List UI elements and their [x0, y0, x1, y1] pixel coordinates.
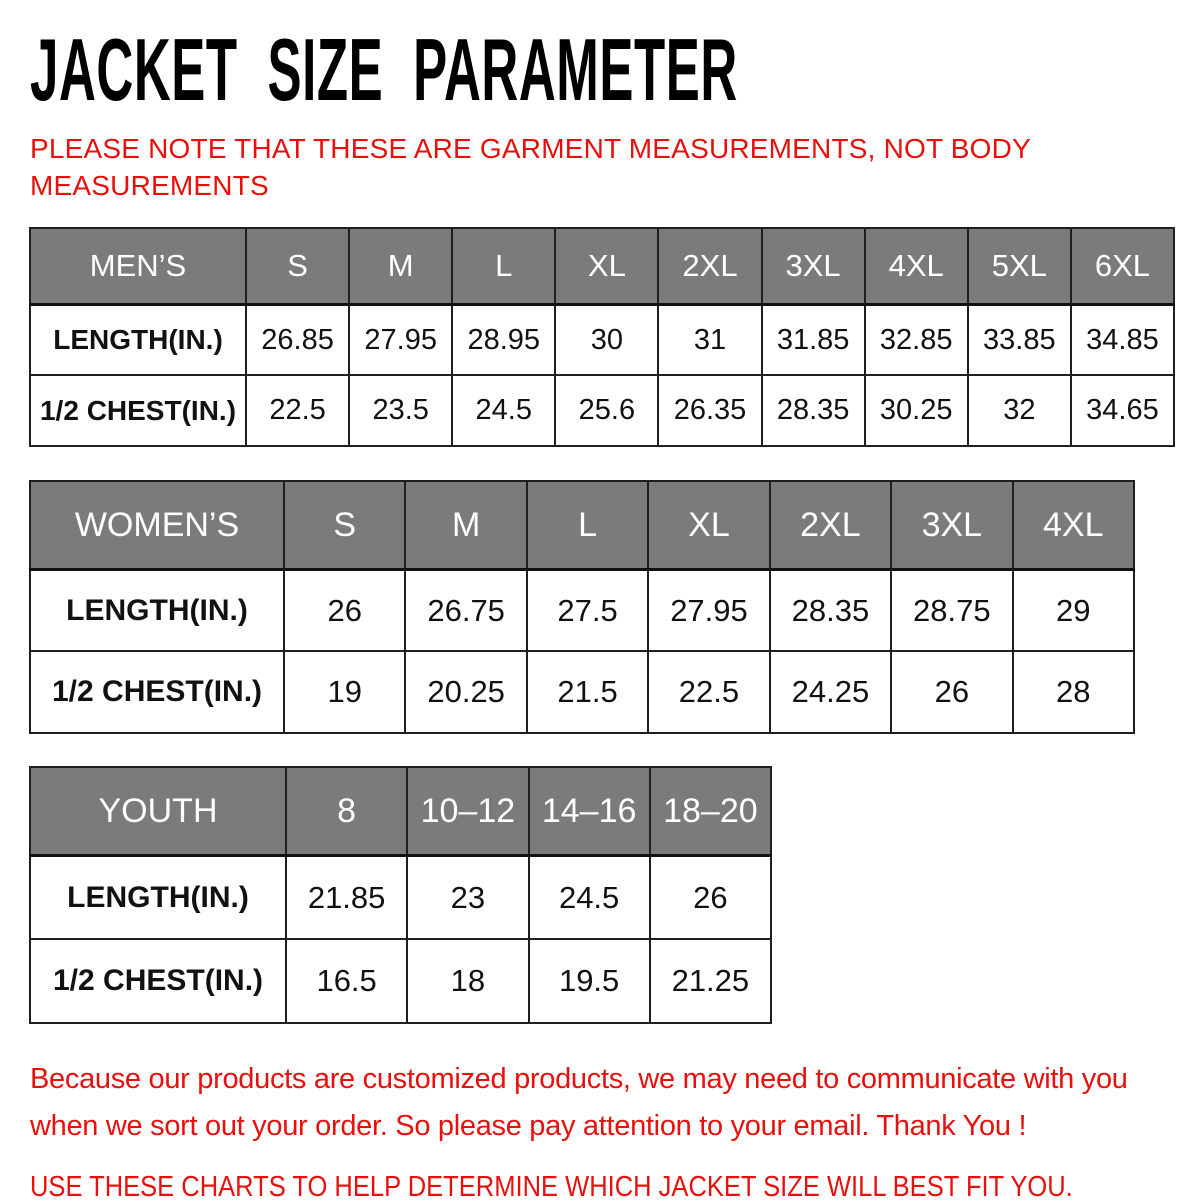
value-cell: 27.95	[648, 569, 769, 651]
value-cell: 26.85	[246, 304, 349, 375]
value-cell: 30.25	[865, 375, 968, 446]
usage-instruction: USE THESE CHARTS TO HELP DETERMINE WHICH JACKET SIZE WILL BEST FIT YOU.	[30, 1171, 1073, 1200]
measurement-row	[30, 569, 1134, 651]
size-table-womens	[29, 480, 1135, 734]
value-cell: 22.5	[648, 651, 769, 733]
size-header-cell: 2XL	[658, 228, 761, 304]
value-cell: 26	[891, 651, 1012, 733]
value-cell: 31.85	[762, 304, 865, 375]
size-header-cell: S	[284, 481, 405, 569]
value-cell: 21.25	[650, 939, 771, 1023]
size-tables	[0, 227, 1200, 1024]
value-cell: 32	[968, 375, 1071, 446]
value-cell: 26	[650, 855, 771, 939]
note-line-2: MEASUREMENTS	[30, 170, 269, 202]
header-row-mens	[30, 228, 1174, 304]
row-label-cell: 1/2 CHEST(IN.)	[30, 939, 286, 1023]
measurement-row	[30, 939, 771, 1023]
size-header-cell: M	[349, 228, 452, 304]
page-title: JACKET SIZE PARAMETER	[30, 20, 738, 119]
value-cell: 28.95	[452, 304, 555, 375]
size-header-cell: 14–16	[529, 767, 650, 855]
value-cell: 20.25	[405, 651, 526, 733]
value-cell: 24.25	[770, 651, 891, 733]
note-line-1: PLEASE NOTE THAT THESE ARE GARMENT MEASUREMENTS, NOT BODY	[30, 133, 1031, 164]
group-name-cell-womens: WOMEN’S	[30, 481, 284, 569]
size-header-cell: S	[246, 228, 349, 304]
value-cell: 31	[658, 304, 761, 375]
value-cell: 16.5	[286, 939, 407, 1023]
measurement-row	[30, 651, 1134, 733]
value-cell: 26.75	[405, 569, 526, 651]
value-cell: 22.5	[246, 375, 349, 446]
size-header-cell: 3XL	[762, 228, 865, 304]
size-header-cell: 4XL	[1013, 481, 1134, 569]
value-cell: 33.85	[968, 304, 1071, 375]
size-header-cell: L	[452, 228, 555, 304]
value-cell: 30	[555, 304, 658, 375]
value-cell: 28	[1013, 651, 1134, 733]
size-table-section-mens	[29, 227, 1200, 447]
measurement-row	[30, 375, 1174, 446]
value-cell: 28.75	[891, 569, 1012, 651]
row-label-cell: LENGTH(IN.)	[30, 855, 286, 939]
value-cell: 25.6	[555, 375, 658, 446]
group-name-cell-youth: YOUTH	[30, 767, 286, 855]
value-cell: 21.5	[527, 651, 648, 733]
group-name-cell-mens: MEN’S	[30, 228, 246, 304]
size-header-cell: 8	[286, 767, 407, 855]
value-cell: 23	[407, 855, 528, 939]
size-header-cell: L	[527, 481, 648, 569]
customization-notice	[30, 1056, 1200, 1149]
garment-measurements-note	[30, 130, 1200, 204]
size-header-cell: XL	[555, 228, 658, 304]
size-table-mens	[29, 227, 1175, 447]
value-cell: 34.65	[1071, 375, 1174, 446]
row-label-cell: LENGTH(IN.)	[30, 304, 246, 375]
value-cell: 19	[284, 651, 405, 733]
customization-notice-line-2: when we sort out your order. So please pay attention to your email. Thank You !	[30, 1109, 1027, 1142]
value-cell: 29	[1013, 569, 1134, 651]
size-header-cell: 4XL	[865, 228, 968, 304]
measurement-row	[30, 855, 771, 939]
row-label-cell: LENGTH(IN.)	[30, 569, 284, 651]
row-label-cell: 1/2 CHEST(IN.)	[30, 651, 284, 733]
value-cell: 24.5	[452, 375, 555, 446]
header-row-youth	[30, 767, 771, 855]
value-cell: 28.35	[762, 375, 865, 446]
value-cell: 23.5	[349, 375, 452, 446]
size-header-cell: 6XL	[1071, 228, 1174, 304]
value-cell: 19.5	[529, 939, 650, 1023]
size-header-cell: 18–20	[650, 767, 771, 855]
customization-notice-line-1: Because our products are customized products, we may need to communicate with you	[30, 1063, 1128, 1096]
size-header-cell: XL	[648, 481, 769, 569]
size-header-cell: 10–12	[407, 767, 528, 855]
row-label-cell: 1/2 CHEST(IN.)	[30, 375, 246, 446]
value-cell: 27.5	[527, 569, 648, 651]
header-row-womens	[30, 481, 1134, 569]
value-cell: 28.35	[770, 569, 891, 651]
size-table-youth	[29, 766, 772, 1024]
size-header-cell: 2XL	[770, 481, 891, 569]
value-cell: 21.85	[286, 855, 407, 939]
value-cell: 32.85	[865, 304, 968, 375]
value-cell: 34.85	[1071, 304, 1174, 375]
size-header-cell: 5XL	[968, 228, 1071, 304]
size-table-section-womens	[29, 480, 1200, 734]
value-cell: 27.95	[349, 304, 452, 375]
measurement-row	[30, 304, 1174, 375]
size-header-cell: 3XL	[891, 481, 1012, 569]
value-cell: 26.35	[658, 375, 761, 446]
size-table-section-youth	[29, 766, 1200, 1024]
value-cell: 18	[407, 939, 528, 1023]
value-cell: 26	[284, 569, 405, 651]
size-header-cell: M	[405, 481, 526, 569]
value-cell: 24.5	[529, 855, 650, 939]
